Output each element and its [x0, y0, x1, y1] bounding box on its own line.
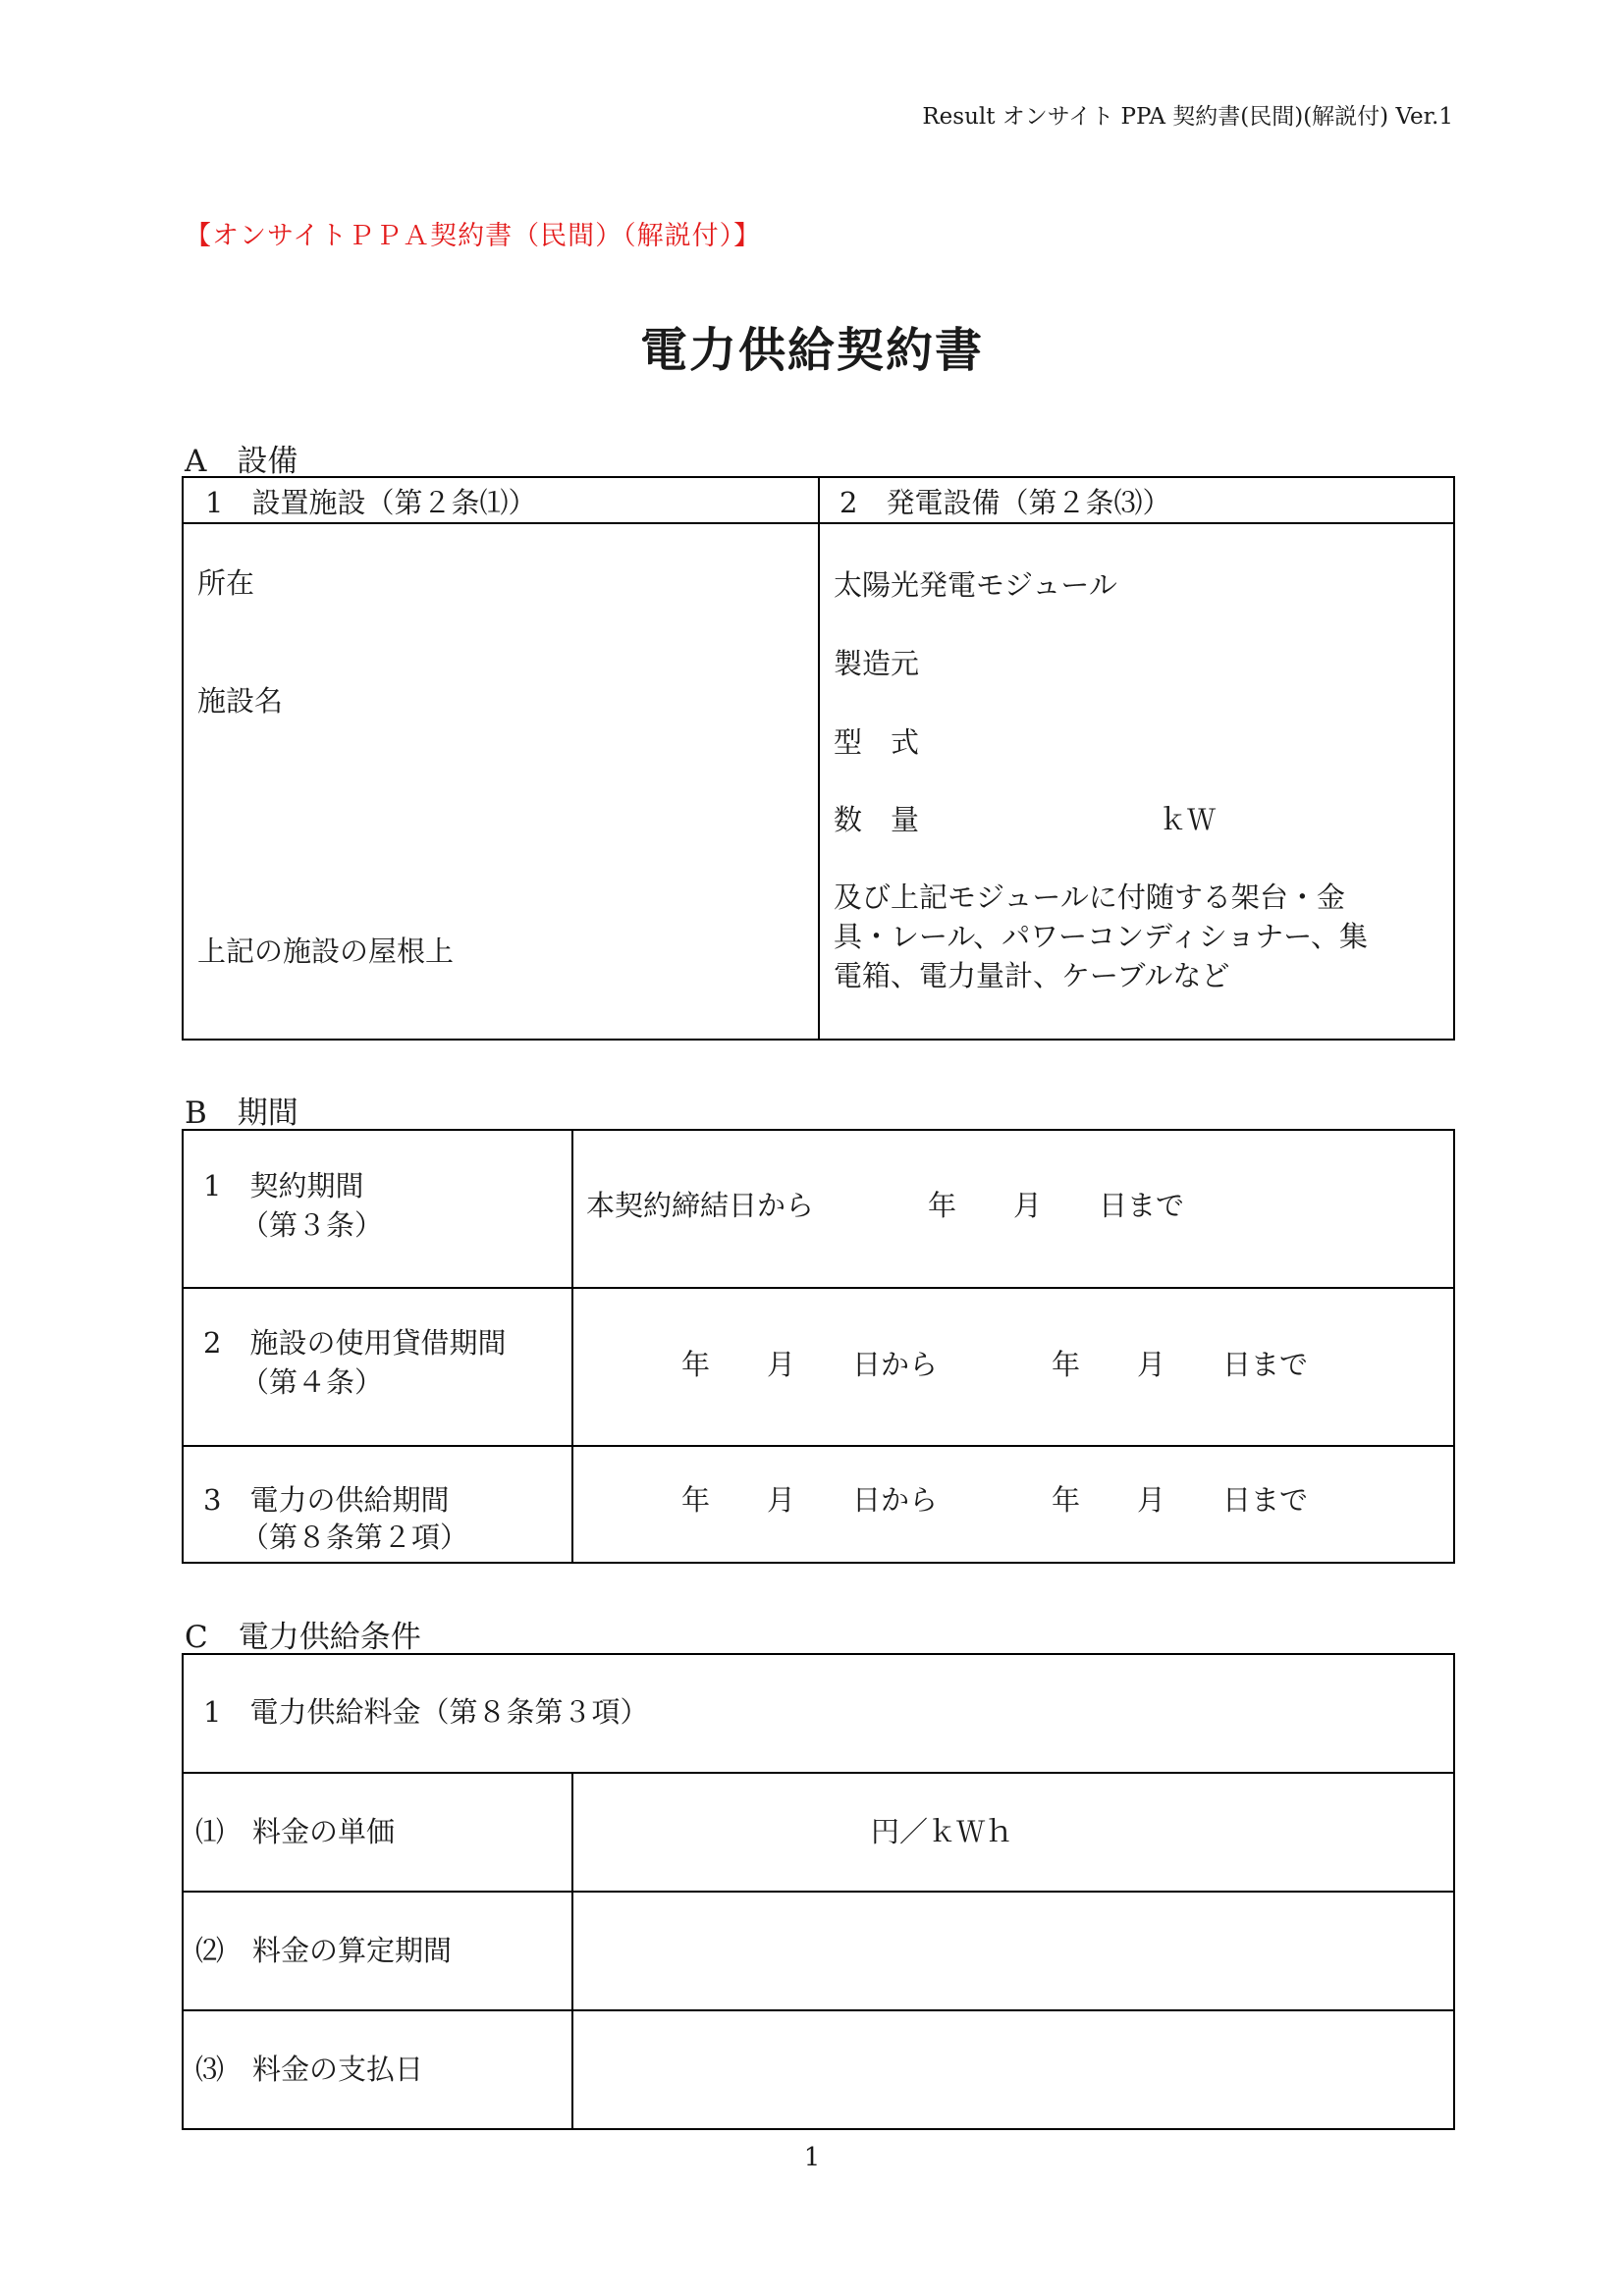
roof-label: 上記の施設の屋根上 [197, 934, 455, 968]
installation-facility-header: 1 設置施設（第２条⑴） [205, 486, 537, 519]
accessories-line-2: 具・レール、パワーコンディショナー、集 [834, 920, 1369, 953]
accessories-line-1: 及び上記モジュールに付随する架台・金 [834, 881, 1345, 914]
model-label: 型 式 [834, 725, 920, 759]
unit-price-value: 円／ｋＷｈ [871, 1815, 1014, 1848]
facility-name-label: 施設名 [197, 684, 284, 718]
document-category-title: 【オンサイトＰＰＡ契約書（民間）（解説付）】 [185, 221, 762, 251]
supply-fee-title: 1 電力供給料金（第８条第３項） [203, 1695, 649, 1729]
loan-period-label: 2 施設の使用貸借期間 [203, 1326, 507, 1360]
unit-price-label: ⑴ 料金の単価 [195, 1815, 396, 1848]
accessories-line-3: 電箱、電力量計、ケーブルなど [834, 959, 1230, 992]
supply-period-value: 年 月 日から 年 月 日まで [681, 1483, 1309, 1517]
header-note: Result オンサイト PPA 契約書(民間)(解説付) Ver.1 [922, 104, 1453, 130]
section-a-heading: A 設備 [185, 444, 298, 479]
quantity-label: 数 量 [834, 803, 920, 836]
contract-period-article: （第３条） [241, 1208, 384, 1242]
section-c-heading: C 電力供給条件 [185, 1620, 421, 1655]
column-divider [818, 478, 820, 1039]
row-divider [184, 1772, 1453, 1774]
location-label: 所在 [197, 566, 255, 600]
row-divider [184, 1891, 1453, 1893]
generation-equipment-header: 2 発電設備（第２条⑶） [839, 486, 1171, 519]
section-b-heading: B 期間 [185, 1095, 298, 1131]
column-divider [571, 1774, 573, 2128]
solar-module-label: 太陽光発電モジュール [834, 568, 1117, 602]
contract-period-label: 1 契約期間 [203, 1169, 364, 1202]
supply-conditions-table [182, 1653, 1455, 2130]
supply-period-label: 3 電力の供給期間 [203, 1483, 450, 1517]
kw-unit: ｋＷ [1159, 803, 1217, 836]
row-divider [184, 2009, 1453, 2011]
manufacturer-label: 製造元 [834, 647, 920, 680]
calculation-period-label: ⑵ 料金の算定期間 [195, 1934, 453, 1967]
page-number: 1 [803, 2143, 821, 2172]
supply-period-article: （第８条第２項） [241, 1521, 469, 1554]
contract-period-value: 本契約締結日から 年 月 日まで [586, 1189, 1185, 1222]
column-divider [571, 1131, 573, 1562]
loan-period-value: 年 月 日から 年 月 日まで [681, 1348, 1309, 1381]
row-divider [184, 1445, 1453, 1447]
loan-period-article: （第４条） [241, 1365, 384, 1399]
period-table [182, 1129, 1455, 1564]
row-divider [184, 1287, 1453, 1289]
payment-date-label: ⑶ 料金の支払日 [195, 2053, 424, 2086]
page-title: 電力供給契約書 [639, 323, 984, 378]
equipment-table [182, 476, 1455, 1041]
